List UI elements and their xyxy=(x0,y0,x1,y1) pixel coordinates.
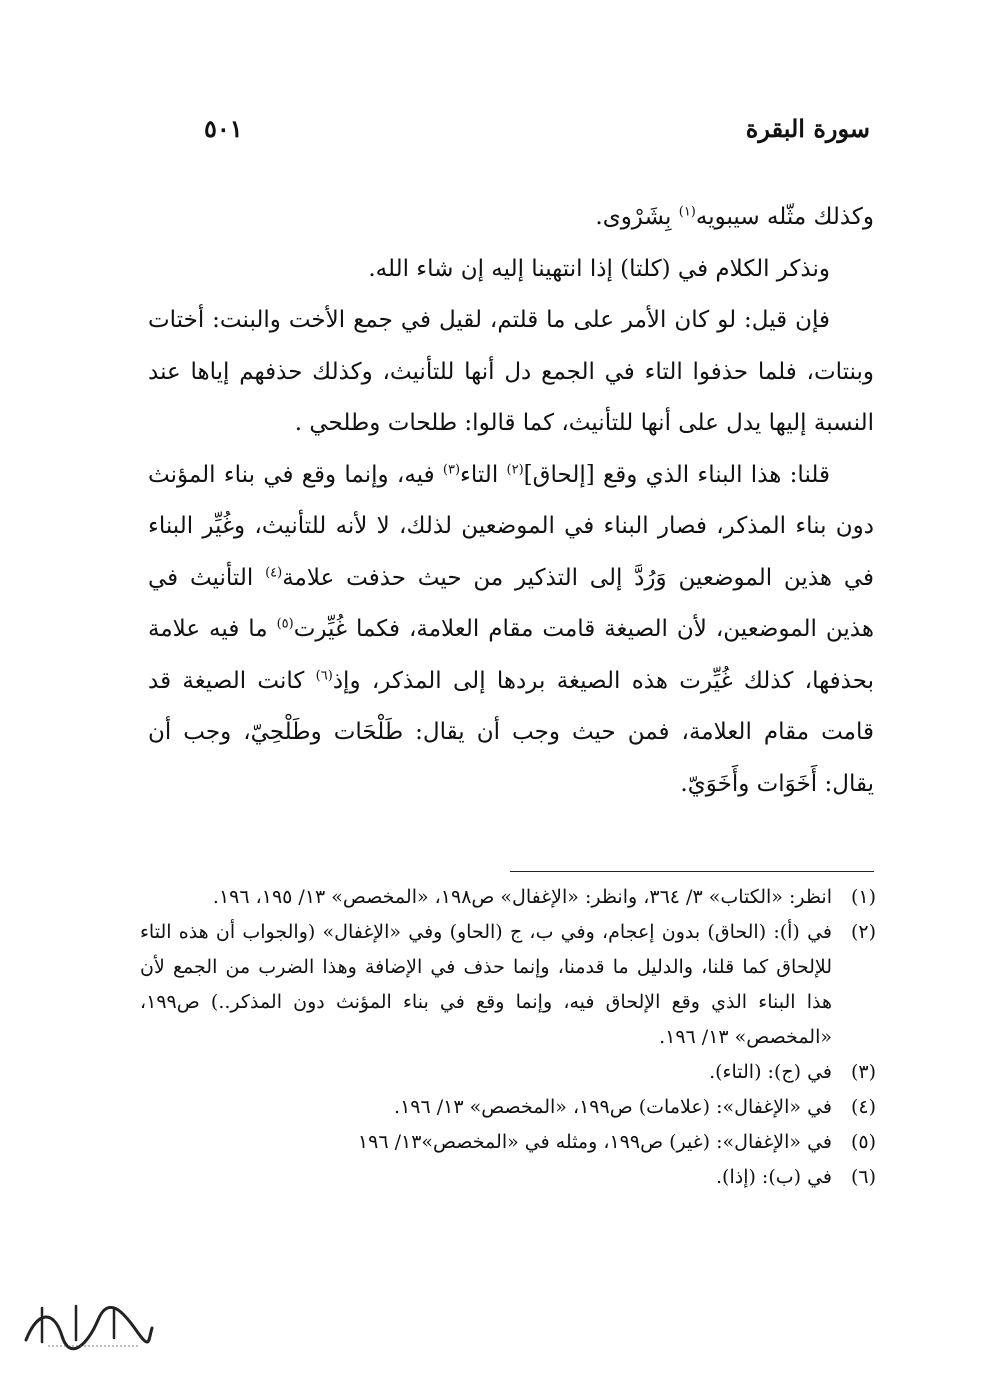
paragraph-3: فإن قيل: لو كان الأمر على ما قلتم، لقيل في جمع الأخت والبنت: أختات وبنتات، فلما حذفوا التاء في الجمع دل أنها للتأنيث، وكذلك حذفهم إياها عند النسبة إليها يدل على أنها للتأنيث، كما قالوا: طلحات وطلحي . xyxy=(148,307,874,436)
footnote-6 xyxy=(140,1160,876,1195)
paragraph-4 xyxy=(148,450,874,811)
footnote-text: في (أ): (الحاق) بدون إعجام، وفي ب، ج (الحاو) وفي «الإغفال» (والجواب أن هذه التاء للإلحاق كما قلنا، والدليل ما قدمنا، وإنما حذف في الإضافة وهذا الضرب من الجمع لأن هذا البناء الذي وقع الإلحاق فيه، وإنما وقع في بناء المؤنث دون المذكر..) ص١٩٩، «المخصص» ١٣/ ١٩٦. xyxy=(140,921,832,1048)
footnote-3 xyxy=(140,1055,876,1090)
footnote-ref-4: (٤) xyxy=(265,564,283,580)
footnote-number: (٤) xyxy=(850,1096,876,1118)
footnote-number: (٢) xyxy=(850,921,876,943)
footnote-2 xyxy=(140,915,876,1055)
text-run: فيه، وإنما وقع في بناء المؤنث دون بناء المذكر، فصار البناء في الموضعين لذلك، لا لأنه للتأنيث، وغُيِّر البناء في هذين الموضعين وَرُدَّ إلى التذكير من حيث حذفت علامة xyxy=(148,461,874,591)
footnote-number: (١) xyxy=(850,886,876,908)
footnote-ref-6: (٦) xyxy=(315,667,333,683)
paragraph-2: ونذكر الكلام في (كلتا) إذا انتهينا إليه إن شاء الله. xyxy=(368,255,830,282)
text-run: وكذلك مثّله سيبويه xyxy=(695,204,874,230)
text-run: ما فيه علامة بحذفها، كذلك غُيِّرت هذه الصيغة بردها إلى المذكر، وإذ xyxy=(148,616,874,694)
footnote-number: (٦) xyxy=(850,1166,876,1188)
footnote-4 xyxy=(140,1090,876,1125)
footnote-text: في (ب): (إذا). xyxy=(716,1166,832,1188)
text-run: بِشَرْوى. xyxy=(595,204,679,230)
footnote-1 xyxy=(140,880,876,915)
text-run: قلنا: هذا البناء الذي وقع [إلحاق] xyxy=(523,461,830,488)
footnote-number: (٣) xyxy=(850,1061,876,1083)
footnote-number: (٥) xyxy=(850,1131,876,1153)
footnote-ref-3: (٣) xyxy=(442,461,461,477)
main-text xyxy=(148,192,874,810)
surah-title: سورة البقرة xyxy=(745,114,870,143)
publisher-logo xyxy=(18,1300,158,1352)
text-run: التأنيث في هذين الموضعين، لأن الصيغة قامت مقام العلامة، فكما غُيِّرت xyxy=(148,564,875,642)
footnote-5 xyxy=(140,1125,876,1160)
footnote-ref-2: (٢) xyxy=(506,461,524,477)
footnote-text: في (ج): (التاء). xyxy=(709,1061,832,1083)
text-run: كانت الصيغة قد قامت مقام العلامة، فمن حيث وجب أن يقال: طَلْحَات وطَلْحِيّ، وجب أن يقال: أَخَوَات وأَخَوَيّ. xyxy=(148,667,874,797)
footnote-text: في «الإغفال»: (غير) ص١٩٩، ومثله في «المخصص»١٣/ ١٩٦ xyxy=(357,1131,832,1153)
paragraph-1 xyxy=(148,192,874,244)
footnote-separator xyxy=(510,871,874,872)
footnote-ref-1: (١) xyxy=(678,204,696,220)
footnotes xyxy=(140,880,876,1195)
text-run: التاء xyxy=(460,461,507,488)
page-header xyxy=(140,114,870,154)
footnote-ref-5: (٥) xyxy=(276,616,294,632)
footnote-text: في «الإغفال»: (علامات) ص١٩٩، «المخصص» ١٣/ ١٩٦. xyxy=(394,1096,832,1118)
footnote-text: انظر: «الكتاب» ٣/ ٣٦٤، وانظر: «الإغفال» ص١٩٨، «المخصص» ١٣/ ١٩٥، ١٩٦. xyxy=(212,886,832,908)
page-number: ٥٠١ xyxy=(204,114,243,143)
